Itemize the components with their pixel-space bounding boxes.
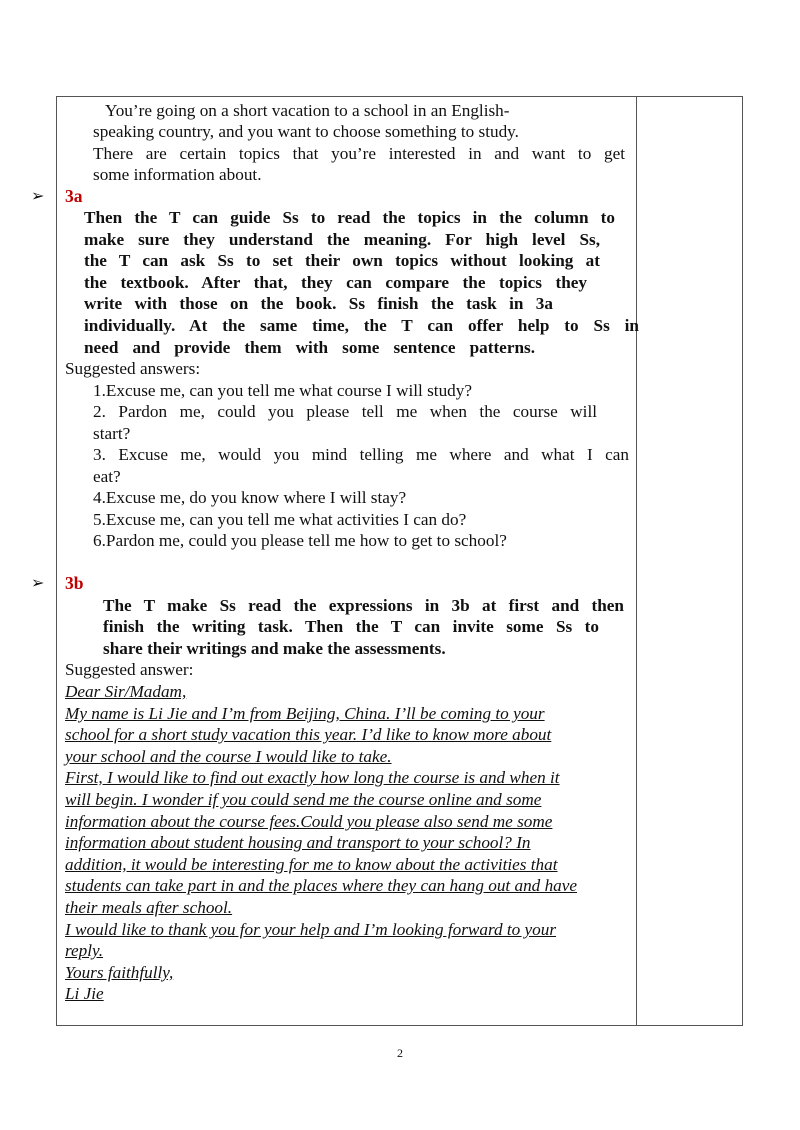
letter-line: Yours faithfully, <box>65 963 174 982</box>
letter-line: students can take part in and the places where they can hang out and have <box>65 876 578 895</box>
answer-line: 2. Pardon me, could you please tell me when the course will <box>93 402 597 421</box>
instruction-line-3b: share their writings and make the assessments. <box>103 639 446 658</box>
instruction-line-3a: need and provide them with some sentence patterns. <box>84 338 535 357</box>
letter-line: school for a short study vacation this year. I’d like to know more about <box>65 725 552 744</box>
page-number: 2 <box>397 1046 403 1060</box>
letter-line: addition, it would be interesting for me to know about the activities that <box>65 855 558 874</box>
answer-line: 3. Excuse me, would you mind telling me where and what I can <box>93 445 629 464</box>
letter-line: Dear Sir/Madam, <box>65 682 187 701</box>
intro-line: some information about. <box>93 165 262 184</box>
letter-line: your school and the course I would like to take. <box>65 747 392 766</box>
instruction-line-3a: write with those on the book. Ss finish the task in 3a <box>84 294 553 313</box>
column-divider <box>636 97 637 1025</box>
letter-line: reply. <box>65 941 104 960</box>
letter-line: I would like to thank you for your help and I’m looking forward to your <box>65 920 557 939</box>
section-label-3b: 3b <box>65 573 84 593</box>
letter-line: will begin. I wonder if you could send me the course online and some <box>65 790 542 809</box>
instruction-line-3b: finish the writing task. Then the T can invite some Ss to <box>103 617 599 636</box>
answer-line: 6.Pardon me, could you please tell me how to get to school? <box>93 531 507 550</box>
letter-line: My name is Li Jie and I’m from Beijing, China. I’ll be coming to your <box>65 704 545 723</box>
intro-line: There are certain topics that you’re interested in and want to get <box>93 144 625 163</box>
instruction-line-3a: make sure they understand the meaning. For high level Ss, <box>84 230 600 249</box>
intro-line: You’re going on a short vacation to a school in an English- <box>105 101 510 120</box>
answer-line: 1.Excuse me, can you tell me what course I will study? <box>93 381 472 400</box>
instruction-line-3b: The T make Ss read the expressions in 3b at first and then <box>103 596 624 615</box>
letter-line: First, I would like to find out exactly how long the course is and when it <box>65 768 560 787</box>
instruction-line-3a: the T can ask Ss to set their own topics without looking at <box>84 251 600 270</box>
answer-line: 5.Excuse me, can you tell me what activities I can do? <box>93 510 467 529</box>
answer-line: 4.Excuse me, do you know where I will stay? <box>93 488 407 507</box>
answers-heading-3a: Suggested answers: <box>65 359 201 378</box>
bullet-arrow-icon: ➢ <box>31 575 45 592</box>
bullet-arrow-icon: ➢ <box>31 188 45 205</box>
section-label-3a: 3a <box>65 186 83 206</box>
letter-line: information about the course fees.Could you please also send me some <box>65 812 553 831</box>
answer-heading-3b: Suggested answer: <box>65 660 194 679</box>
letter-line: Li Jie <box>65 984 104 1003</box>
answer-line: eat? <box>93 467 121 486</box>
lesson-table <box>31 96 743 1026</box>
instruction-line-3a: individually. At the same time, the T can offer help to Ss in <box>84 316 639 335</box>
letter-line: their meals after school. <box>65 898 233 917</box>
instruction-line-3a: the textbook. After that, they can compare the topics they <box>84 273 587 292</box>
intro-line: speaking country, and you want to choose something to study. <box>93 122 519 141</box>
answer-line: start? <box>93 424 131 443</box>
letter-line: information about student housing and transport to your school? In <box>65 833 531 852</box>
instruction-line-3a: Then the T can guide Ss to read the topics in the column to <box>84 208 615 227</box>
